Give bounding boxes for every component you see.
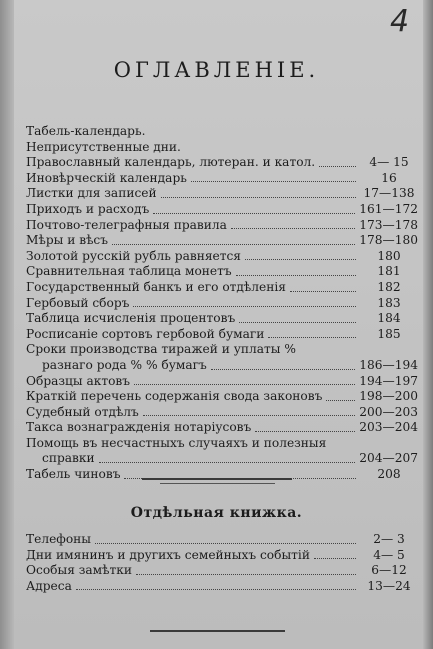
toc-entry-label: Государственный банкъ и его отдѣленія [26,279,286,294]
toc-entry-label: Краткій перечень содержанія свода законовъ [26,389,323,404]
dot-leader [239,322,356,323]
toc-entry-page: 198—200 [359,389,418,404]
bottom-divider [150,630,285,632]
dot-leader [290,291,356,292]
toc-entry-page: 181 [377,264,401,279]
toc-entry-page: 161—172 [359,201,418,216]
dot-leader [231,228,355,229]
toc-entry-label: Приходъ и расходъ [26,201,150,216]
toc-entry-page: 4— 15 [369,155,409,170]
dot-leader [211,369,355,370]
toc-entry [26,264,418,280]
dot-leader [76,589,356,590]
toc-entry-label: Иновѣрческій календарь [26,170,187,185]
toc-entry [26,202,418,218]
toc-entry-page: 183 [377,295,401,310]
toc-entry-page: 194—197 [359,373,418,388]
toc-entry-label: Православный календарь, лютеран. и катол. [26,155,316,170]
toc-entry-page: 184 [377,311,401,326]
toc-entry-page: 17—138 [363,186,415,201]
table-of-contents [26,124,418,483]
section-divider [142,478,292,480]
dot-leader [143,415,355,416]
section-subtitle: Отдѣльная книжка. [130,505,303,521]
toc-entry [26,249,418,265]
toc-entry-label: Табель чиновъ [26,467,121,482]
toc-entry-page: 185 [377,326,401,341]
dot-leader [326,400,355,401]
toc-entry-label: Почтово-телеграфныя правила [26,217,227,232]
toc-entry-label: Дни имянинъ и другихъ семейныхъ событій [26,547,310,562]
appendix-contents [26,532,418,594]
toc-entry [26,563,418,579]
toc-entry-page: 180 [377,248,401,263]
toc-entry-page: 203—204 [359,420,418,435]
dot-leader [153,213,355,214]
toc-entry-continuation [26,358,418,374]
toc-entry [26,186,418,202]
toc-entry-page: 16 [381,170,397,185]
toc-entry-page: 204—207 [359,451,418,466]
toc-entry-label: Сроки производства тиражей и уплаты % [26,342,296,357]
toc-entry-label: Таблица исчисленія процентовъ [26,311,236,326]
dot-leader [136,574,356,575]
toc-entry-label: Судебный отдѣлъ [26,404,139,419]
toc-entry [26,548,418,564]
toc-entry [26,233,418,249]
toc-entry-page: 178—180 [359,233,418,248]
section-divider-thin [160,483,275,484]
toc-entry [26,280,418,296]
toc-entry [26,405,418,421]
toc-entry-label: Телефоны [26,532,91,546]
toc-entry-label: Золотой русскій рубль равняется [26,248,241,263]
toc-entry [26,420,418,436]
toc-entry-label: Неприсутственные дни. [26,139,181,154]
toc-entry-label: Помощь въ несчастныхъ случаяхъ и полезныя [26,435,327,450]
toc-entry [26,436,418,452]
toc-entry [26,140,418,156]
dot-leader [133,306,356,307]
toc-entry [26,374,418,390]
toc-entry-label: Гербовый сборъ [26,295,130,310]
toc-entry-label: Росписаніе сортовъ гербовой бумаги [26,326,265,341]
page-title: ОГЛАВЛЕНІЕ. [113,58,320,82]
toc-entry [26,296,418,312]
toc-entry [26,327,418,343]
toc-entry-page: 173—178 [359,217,418,232]
toc-entry-label: разнаго рода % % бумагъ [42,357,207,372]
toc-entry-page: 4— 5 [373,547,405,562]
toc-entry [26,218,418,234]
toc-entry-label: Образцы актовъ [26,373,131,388]
dot-leader [314,558,356,559]
toc-entry-label: справки [42,451,95,466]
toc-entry-page: 200—203 [359,404,418,419]
toc-entry-label: Адреса [26,578,72,593]
dot-leader [319,166,356,167]
toc-entry-page: 208 [377,467,401,482]
toc-entry [26,171,418,187]
dot-leader [112,244,355,245]
dot-leader [191,181,356,182]
dot-leader [134,384,355,385]
dot-leader [99,462,356,463]
toc-entry-label: Листки для записей [26,186,157,201]
toc-entry [26,155,418,171]
toc-entry-page: 13—24 [367,578,411,593]
toc-entry-label: Мѣры и вѣсъ [26,233,108,248]
page-edge-shadow [423,0,433,649]
toc-entry-continuation [26,451,418,467]
toc-entry-label: Табель-календарь. [26,124,146,138]
page-gutter-shadow [0,0,14,649]
dot-leader [255,431,355,432]
dot-leader [161,197,356,198]
toc-entry-page: 182 [377,279,401,294]
dot-leader [268,337,356,338]
toc-entry-page: 186—194 [359,357,418,372]
toc-entry [26,532,418,548]
toc-entry [26,342,418,358]
toc-entry [26,467,418,483]
toc-entry [26,124,418,140]
dot-leader [236,275,356,276]
dot-leader [95,543,356,544]
toc-entry-label: Такса вознагражденія нотаріусовъ [26,420,252,435]
handwritten-folio-number: 4 [390,4,410,39]
toc-entry [26,389,418,405]
toc-entry-label: Сравнительная таблица монетъ [26,264,232,279]
toc-entry [26,579,418,595]
toc-entry [26,311,418,327]
toc-entry-label: Особыя замѣтки [26,563,132,578]
toc-entry-page: 6—12 [371,563,407,578]
toc-entry-page: 2— 3 [373,532,405,546]
dot-leader [245,259,356,260]
